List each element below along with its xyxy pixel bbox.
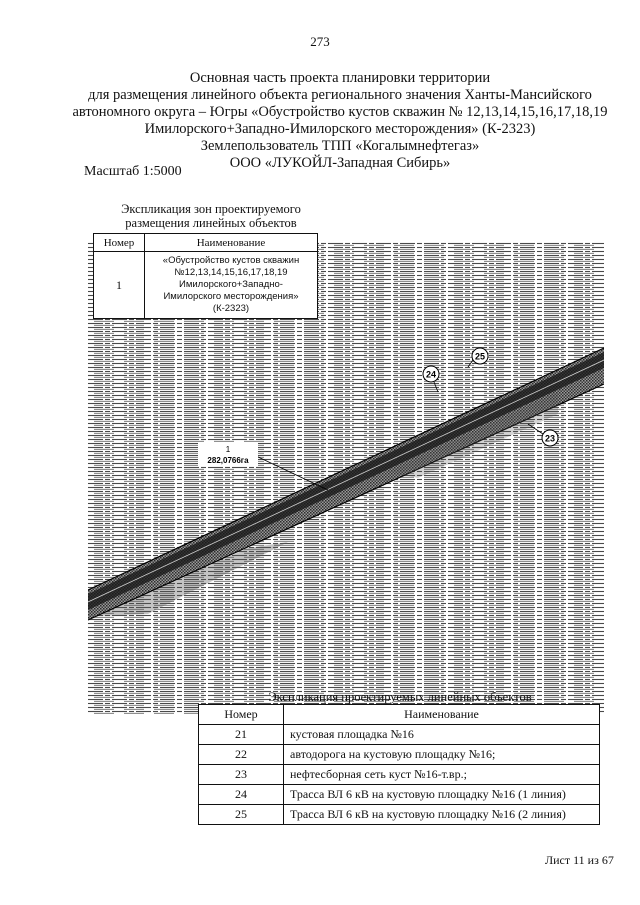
table-row [94,252,318,319]
row-name: Трасса ВЛ 6 кВ на кустовую площадку №16 (1 линия) [284,785,600,805]
zones-table [93,233,318,319]
column-header-number: Номер [199,705,284,725]
row-number: 1 [94,252,145,319]
column-header-number: Номер [94,234,145,252]
row-name: Трасса ВЛ 6 кВ на кустовую площадку №16 (2 линия) [284,805,600,825]
column-header-name: Наименование [145,234,318,252]
document-title [60,70,620,172]
zones-caption-line: размещения линейных объектов [125,216,297,230]
table-row [199,805,600,825]
title-line: автономного округа – Югры «Обустройство кустов скважин № 12,13,14,15,16,17,18,19 [72,104,608,120]
row-number: 23 [199,765,284,785]
callout-24-label: 24 [425,369,437,380]
page-number: 273 [310,34,330,49]
zones-caption-line: Экспликация зон проектируемого [121,202,301,216]
row-name [145,252,318,319]
callout-23-label: 23 [544,433,556,444]
row-name: автодорога на кустовую площадку №16; [284,745,600,765]
row-name-line: (К-2323) [212,303,250,314]
title-line: для размещения линейного объекта регионального значения Ханты-Мансийского [88,87,592,103]
scale-label: Масштаб 1:5000 [84,164,182,179]
row-name-line: Имилорского+Западно- [179,279,283,290]
callout-25-label: 25 [474,351,486,362]
zone-label-number: 1 [225,445,231,454]
row-number: 21 [199,725,284,745]
objects-table-caption: Экспликация проектируемых линейных объектов [268,690,532,704]
table-row [199,765,600,785]
table-row [199,725,600,745]
row-number: 25 [199,805,284,825]
zones-table-caption [96,202,326,230]
title-line: Землепользователь ТПП «Когалымнефтегаз» [200,138,480,154]
row-number: 24 [199,785,284,805]
table-row [199,785,600,805]
zones-table-header [94,234,318,252]
table-row [199,745,600,765]
title-line: Имилорского+Западно-Имилорского месторождения» (К-2323) [144,121,536,137]
row-name: нефтесборная сеть куст №16-т.вр.; [284,765,600,785]
row-name-line: №12,13,14,15,16,17,18,19 [174,267,288,278]
row-name: кустовая площадка №16 [284,725,600,745]
sheet-number: Лист 11 из 67 [545,853,614,867]
title-line: Основная часть проекта планировки территории [189,70,491,86]
row-name-line: «Обустройство кустов скважин [162,255,300,266]
row-number: 22 [199,745,284,765]
zone-label-area: 282,0766га [207,456,249,465]
title-line: ООО «ЛУКОЙЛ-Западная Сибирь» [229,155,451,171]
column-header-name: Наименование [284,705,600,725]
objects-table-header [199,705,600,725]
objects-table [198,704,600,825]
row-name-line: Имилорского месторождения» [163,291,299,302]
